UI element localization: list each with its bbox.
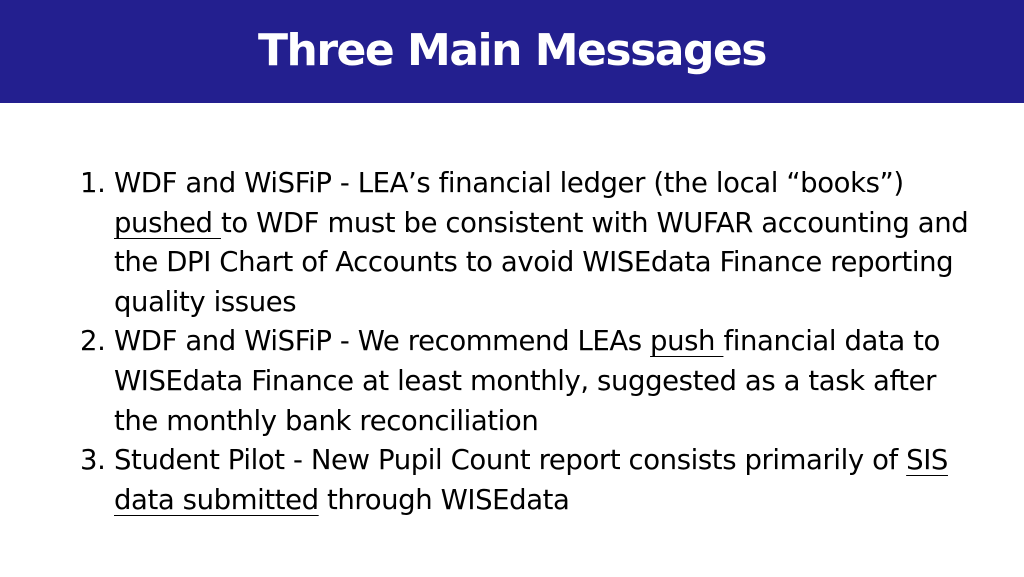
message-text-before: WDF and WiSFiP - We recommend LEAs bbox=[114, 325, 651, 358]
slide-title: Three Main Messages bbox=[258, 25, 766, 76]
message-number: 3. bbox=[80, 444, 106, 477]
message-item-2 bbox=[80, 322, 980, 441]
message-underlined-text: SIS data submitted bbox=[114, 444, 948, 516]
message-text-after: financial data to WISEdata Finance at least monthly, suggested as a task after the monthly bank reconciliation bbox=[114, 325, 940, 437]
message-item-1 bbox=[80, 164, 980, 322]
message-underlined-text: push bbox=[650, 325, 724, 358]
message-text-before: WDF and WiSFiP - LEA’s financial ledger (the local “books”) bbox=[114, 167, 904, 199]
message-text-after: to WDF must be consistent with WUFAR accounting and the DPI Chart of Accounts to avoid WISEdata Finance reporting quality issues bbox=[114, 206, 969, 318]
message-number: 2. bbox=[80, 325, 106, 358]
message-item-3 bbox=[80, 441, 980, 520]
title-bar bbox=[0, 0, 1024, 103]
message-text-after: through WISEdata bbox=[318, 483, 570, 516]
message-underlined-text: pushed bbox=[114, 206, 221, 239]
message-list bbox=[80, 164, 980, 520]
message-number: 1. bbox=[80, 167, 106, 199]
message-text-before: Student Pilot - New Pupil Count report consists primarily of bbox=[114, 444, 907, 477]
